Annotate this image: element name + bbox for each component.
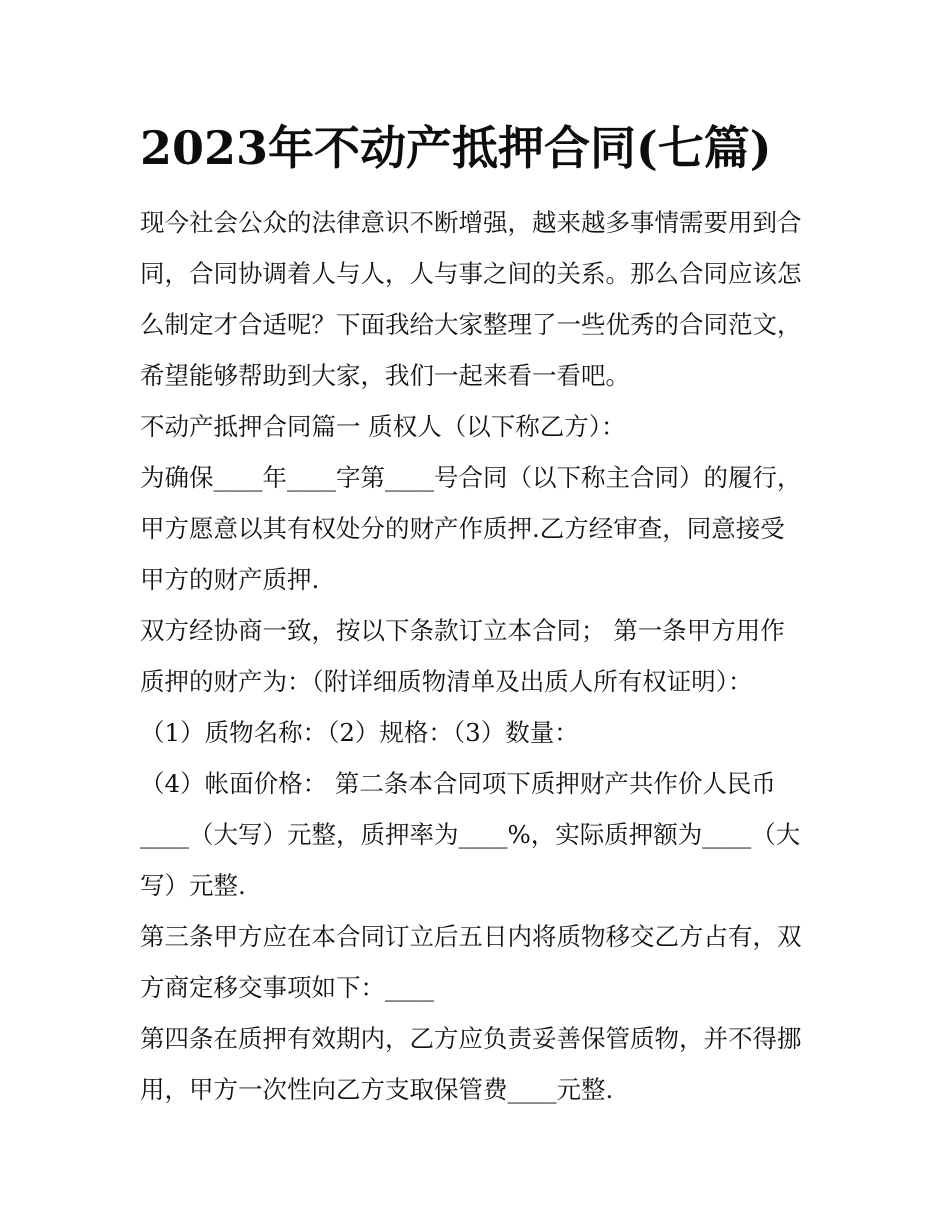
paragraph-line: 同，合同协调着人与人，人与事之间的关系。那么合同应该怎 bbox=[140, 259, 802, 288]
paragraph-line: 现今社会公众的法律意识不断增强，越来越多事情需要用到合 bbox=[140, 208, 802, 237]
paragraph-line: 第四条在质押有效期内，乙方应负责妥善保管质物，并不得挪 bbox=[140, 1024, 802, 1053]
paragraph-line: 质押的财产为：（附详细质物清单及出质人所有权证明）： bbox=[140, 667, 753, 696]
document-title: 2023年不动产抵押合同(七篇) bbox=[140, 121, 772, 175]
paragraph-line: 么制定才合适呢？下面我给大家整理了一些优秀的合同范文， bbox=[140, 310, 802, 339]
paragraph-line: 甲方的财产质押. bbox=[140, 565, 320, 594]
paragraph-line: 希望能够帮助到大家，我们一起来看一看吧。 bbox=[140, 361, 630, 390]
paragraph-line: 双方经协商一致，按以下条款订立本合同； 第一条甲方用作 bbox=[140, 616, 785, 645]
paragraph-line: 第三条甲方应在本合同订立后五日内将质物移交乙方占有，双 bbox=[140, 922, 802, 951]
paragraph-line: （4）帐面价格： 第二条本合同项下质押财产共作价人民币 bbox=[140, 769, 776, 798]
section-heading-line: 不动产抵押合同篇一 质权人（以下称乙方）： bbox=[140, 412, 626, 441]
paragraph-line: （1）质物名称：（2）规格：（3）数量： bbox=[140, 718, 579, 747]
paragraph-line: 写）元整. bbox=[140, 871, 246, 900]
paragraph-line: 为确保____年____字第____号合同（以下称主合同）的履行， bbox=[140, 463, 802, 492]
paragraph-line: 用，甲方一次性向乙方支取保管费____元整. bbox=[140, 1075, 614, 1104]
paragraph-line: 方商定移交事项如下：____ bbox=[140, 973, 434, 1002]
paragraph-line: ____（大写）元整，质押率为____%，实际质押额为____（大 bbox=[140, 820, 801, 849]
paragraph-line: 甲方愿意以其有权处分的财产作质押.乙方经审查，同意接受 bbox=[140, 514, 785, 543]
